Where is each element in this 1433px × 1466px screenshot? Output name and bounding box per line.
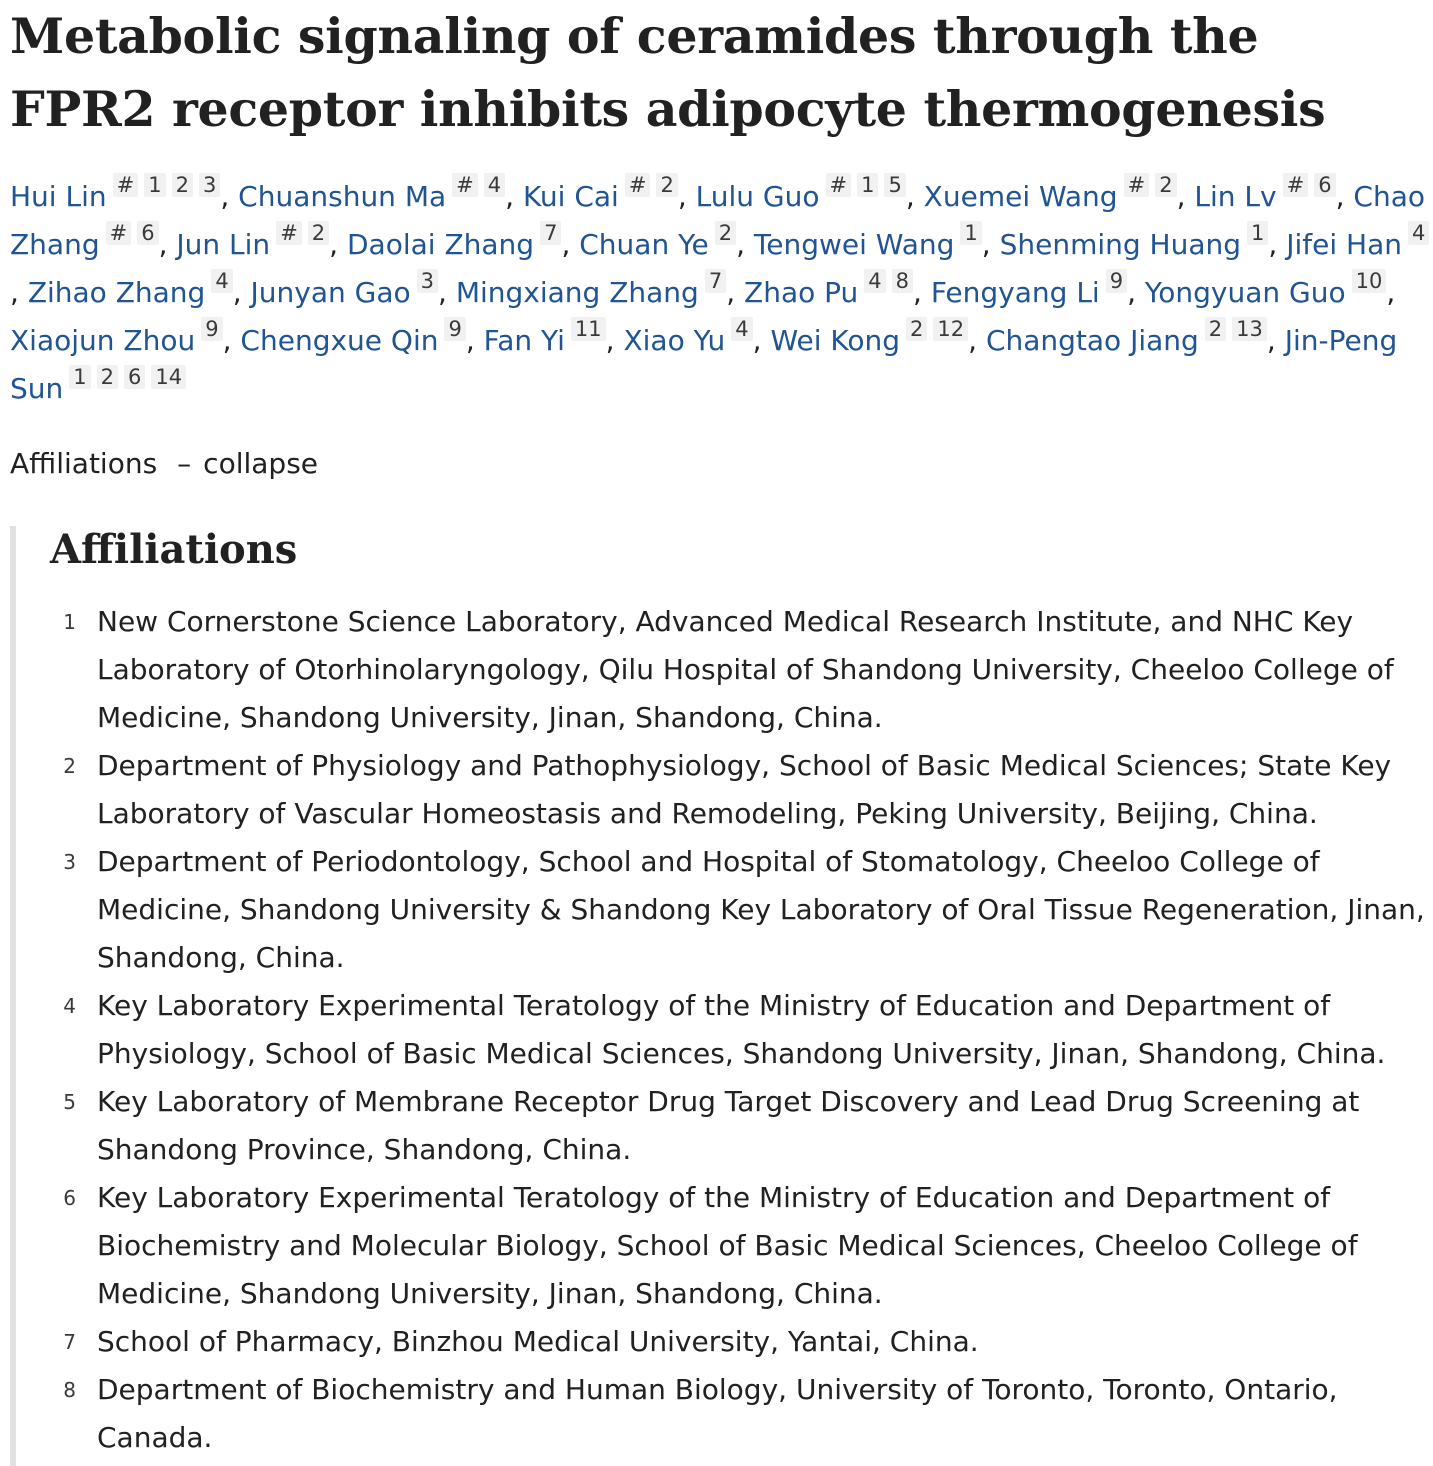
author-link[interactable]: Xiao Yu — [623, 324, 726, 357]
affiliation-ref[interactable]: 4 — [1408, 221, 1429, 245]
author-separator: , — [1335, 180, 1354, 213]
affiliation-ref[interactable]: 1 — [69, 365, 90, 389]
affiliation-item — [16, 1366, 1433, 1462]
affiliation-text: Department of Periodontology, School and Hospital of Stomatology, Cheeloo College of Medicine, Shandong University & Shandong Key Laboratory of Oral Tissue Regeneration, Jinan, Shandong, China. — [97, 845, 1425, 974]
affiliations-toggle-label: Affiliations — [10, 447, 158, 480]
author-link[interactable]: Hui Lin — [10, 180, 107, 213]
author-separator: , — [232, 276, 251, 309]
author-link[interactable]: Shenming Huang — [999, 228, 1242, 261]
affiliation-text: Key Laboratory Experimental Teratology of the Ministry of Education and Department of Physiology, School of Basic Medical Sciences, Shandong University, Jinan, Shandong, China. — [97, 989, 1386, 1070]
affiliation-number: 5 — [63, 1090, 76, 1114]
affiliations-list — [16, 598, 1433, 1462]
affiliation-ref[interactable]: 14 — [151, 365, 186, 389]
affiliation-number: 7 — [63, 1330, 76, 1354]
author-link[interactable]: Zhao Pu — [744, 276, 859, 309]
author-link[interactable]: Junyan Gao — [250, 276, 411, 309]
author-separator: , — [968, 324, 986, 357]
affiliations-toggle-dash: – — [177, 447, 192, 480]
affiliation-ref[interactable]: 2 — [656, 173, 677, 197]
affiliation-ref[interactable]: 6 — [137, 221, 158, 245]
author-link[interactable]: Tengwei Wang — [753, 228, 955, 261]
affiliation-number: 8 — [63, 1378, 76, 1402]
affiliation-ref[interactable]: 4 — [484, 173, 505, 197]
affiliation-item — [16, 1078, 1433, 1174]
affiliation-ref[interactable]: 12 — [933, 317, 968, 341]
affiliation-ref[interactable]: 2 — [172, 173, 193, 197]
author-link[interactable]: Chao Zhang — [10, 180, 1425, 261]
affiliation-ref[interactable]: 11 — [571, 317, 606, 341]
author-link[interactable]: Mingxiang Zhang — [455, 276, 699, 309]
author-separator: , — [222, 324, 241, 357]
author-link[interactable]: Chuan Ye — [579, 228, 709, 261]
affiliation-ref[interactable]: 4 — [211, 269, 232, 293]
author-link[interactable]: Chengxue Qin — [240, 324, 439, 357]
affiliation-text: Department of Physiology and Pathophysiology, School of Basic Medical Sciences; State Key Laboratory of Vascular Homeostasis and Remodeling, Peking University, Beijing, China. — [97, 749, 1392, 830]
author-separator: , — [465, 324, 484, 357]
author-link[interactable]: Changtao Jiang — [985, 324, 1199, 357]
author-link[interactable]: Kui Cai — [522, 180, 619, 213]
author-link[interactable]: Chuanshun Ma — [238, 180, 447, 213]
author-separator: , — [905, 180, 924, 213]
affiliation-ref[interactable]: # — [625, 173, 651, 197]
affiliation-ref[interactable]: 2 — [1205, 317, 1226, 341]
author-link[interactable]: Zihao Zhang — [27, 276, 206, 309]
affiliation-ref[interactable]: 7 — [540, 221, 561, 245]
affiliation-number: 6 — [63, 1186, 76, 1210]
affiliation-text: Department of Biochemistry and Human Biology, University of Toronto, Toronto, Ontario, Canada. — [97, 1373, 1338, 1454]
affiliation-ref[interactable]: 2 — [906, 317, 927, 341]
author-separator: , — [1127, 276, 1145, 309]
author-list — [10, 173, 1430, 413]
author-separator: , — [329, 228, 347, 261]
affiliation-ref[interactable]: # — [113, 173, 139, 197]
affiliation-ref[interactable]: # — [106, 221, 132, 245]
author-link[interactable]: Fan Yi — [483, 324, 565, 357]
affiliation-ref[interactable]: # — [276, 221, 302, 245]
author-link[interactable]: Jifei Han — [1286, 228, 1402, 261]
author-separator: , — [752, 324, 771, 357]
affiliation-ref[interactable]: 9 — [444, 317, 465, 341]
author-link[interactable]: Jin-Peng Sun — [10, 324, 1398, 405]
author-separator: , — [913, 276, 931, 309]
author-separator: , — [438, 276, 456, 309]
affiliation-ref[interactable]: 3 — [199, 173, 220, 197]
affiliation-ref[interactable]: 7 — [705, 269, 726, 293]
affiliation-ref[interactable]: 6 — [124, 365, 145, 389]
author-separator: , — [1176, 180, 1195, 213]
affiliations-toggle[interactable] — [10, 440, 318, 488]
author-link[interactable]: Fengyang Li — [930, 276, 1100, 309]
author-separator: , — [726, 276, 745, 309]
affiliation-text: Key Laboratory Experimental Teratology of the Ministry of Education and Department of Biochemistry and Molecular Biology, School of Basic Medical Sciences, Cheeloo College of Medicine, Shandong University, Jinan, Shandong, China. — [97, 1181, 1358, 1310]
affiliation-ref[interactable]: 1 — [960, 221, 981, 245]
affiliation-ref[interactable]: 1 — [1247, 221, 1268, 245]
affiliation-text: Key Laboratory of Membrane Receptor Drug Target Discovery and Lead Drug Screening at Shandong Province, Shandong, China. — [97, 1085, 1360, 1166]
affiliation-item — [16, 1174, 1433, 1318]
affiliation-ref[interactable]: # — [1124, 173, 1150, 197]
affiliation-number: 4 — [63, 994, 76, 1018]
affiliation-item — [16, 1318, 1433, 1366]
affiliation-ref[interactable]: # — [826, 173, 852, 197]
affiliation-text: New Cornerstone Science Laboratory, Advanced Medical Research Institute, and NHC Key Laboratory of Otorhinolaryngology, Qilu Hospital of Shandong University, Cheeloo College of Medicine, Shandong University, Jinan, Shandong, China. — [97, 605, 1394, 734]
author-separator: , — [158, 228, 177, 261]
author-link[interactable]: Lulu Guo — [695, 180, 820, 213]
affiliation-ref[interactable]: 1 — [857, 173, 878, 197]
affiliations-heading: Affiliations — [50, 526, 298, 573]
affiliation-ref[interactable]: 2 — [308, 221, 329, 245]
affiliation-item — [16, 982, 1433, 1078]
author-link[interactable]: Daolai Zhang — [346, 228, 535, 261]
affiliation-ref[interactable]: 1 — [144, 173, 165, 197]
affiliation-number: 2 — [63, 754, 76, 778]
affiliation-item — [16, 598, 1433, 742]
author-link[interactable]: Yongyuan Guo — [1144, 276, 1346, 309]
affiliation-ref[interactable]: 2 — [1155, 173, 1176, 197]
affiliation-ref[interactable]: 4 — [731, 317, 752, 341]
author-link[interactable]: Wei Kong — [770, 324, 901, 357]
affiliations-panel — [10, 526, 1433, 1466]
affiliation-ref[interactable]: 4 — [864, 269, 885, 293]
author-separator: , — [736, 228, 754, 261]
author-separator: , — [605, 324, 624, 357]
affiliation-ref[interactable]: # — [452, 173, 478, 197]
author-separator: , — [1386, 276, 1396, 309]
affiliation-ref[interactable]: 2 — [97, 365, 118, 389]
affiliation-ref[interactable]: 6 — [1314, 173, 1335, 197]
author-link[interactable]: Lin Lv — [1194, 180, 1277, 213]
affiliation-number: 3 — [63, 850, 76, 874]
author-separator: , — [505, 180, 523, 213]
affiliation-ref[interactable]: 9 — [201, 317, 222, 341]
affiliation-ref[interactable]: 5 — [884, 173, 905, 197]
author-link[interactable]: Jun Lin — [176, 228, 271, 261]
author-separator: , — [1266, 324, 1285, 357]
affiliation-ref[interactable]: 10 — [1352, 269, 1387, 293]
affiliation-text: School of Pharmacy, Binzhou Medical University, Yantai, China. — [97, 1325, 979, 1358]
affiliation-ref[interactable]: 9 — [1106, 269, 1127, 293]
author-separator: , — [561, 228, 580, 261]
author-link[interactable]: Xiaojun Zhou — [10, 324, 196, 357]
author-link[interactable]: Xuemei Wang — [923, 180, 1118, 213]
affiliation-ref[interactable]: 13 — [1232, 317, 1267, 341]
affiliation-item — [16, 838, 1433, 982]
article-title: Metabolic signaling of ceramides through the FPR2 receptor inhibits adipocyte thermogenesis — [10, 7, 1326, 138]
affiliation-ref[interactable]: 8 — [892, 269, 913, 293]
affiliation-ref[interactable]: # — [1283, 173, 1309, 197]
affiliation-number: 1 — [63, 610, 76, 634]
author-separator: , — [220, 180, 239, 213]
collapse-link[interactable]: collapse — [203, 447, 319, 480]
author-separator: , — [677, 180, 696, 213]
affiliation-ref[interactable]: 2 — [715, 221, 736, 245]
affiliation-ref[interactable]: 3 — [417, 269, 438, 293]
affiliation-item — [16, 742, 1433, 838]
author-separator: , — [981, 228, 1000, 261]
author-separator: , — [1268, 228, 1287, 261]
author-separator: , — [10, 276, 28, 309]
